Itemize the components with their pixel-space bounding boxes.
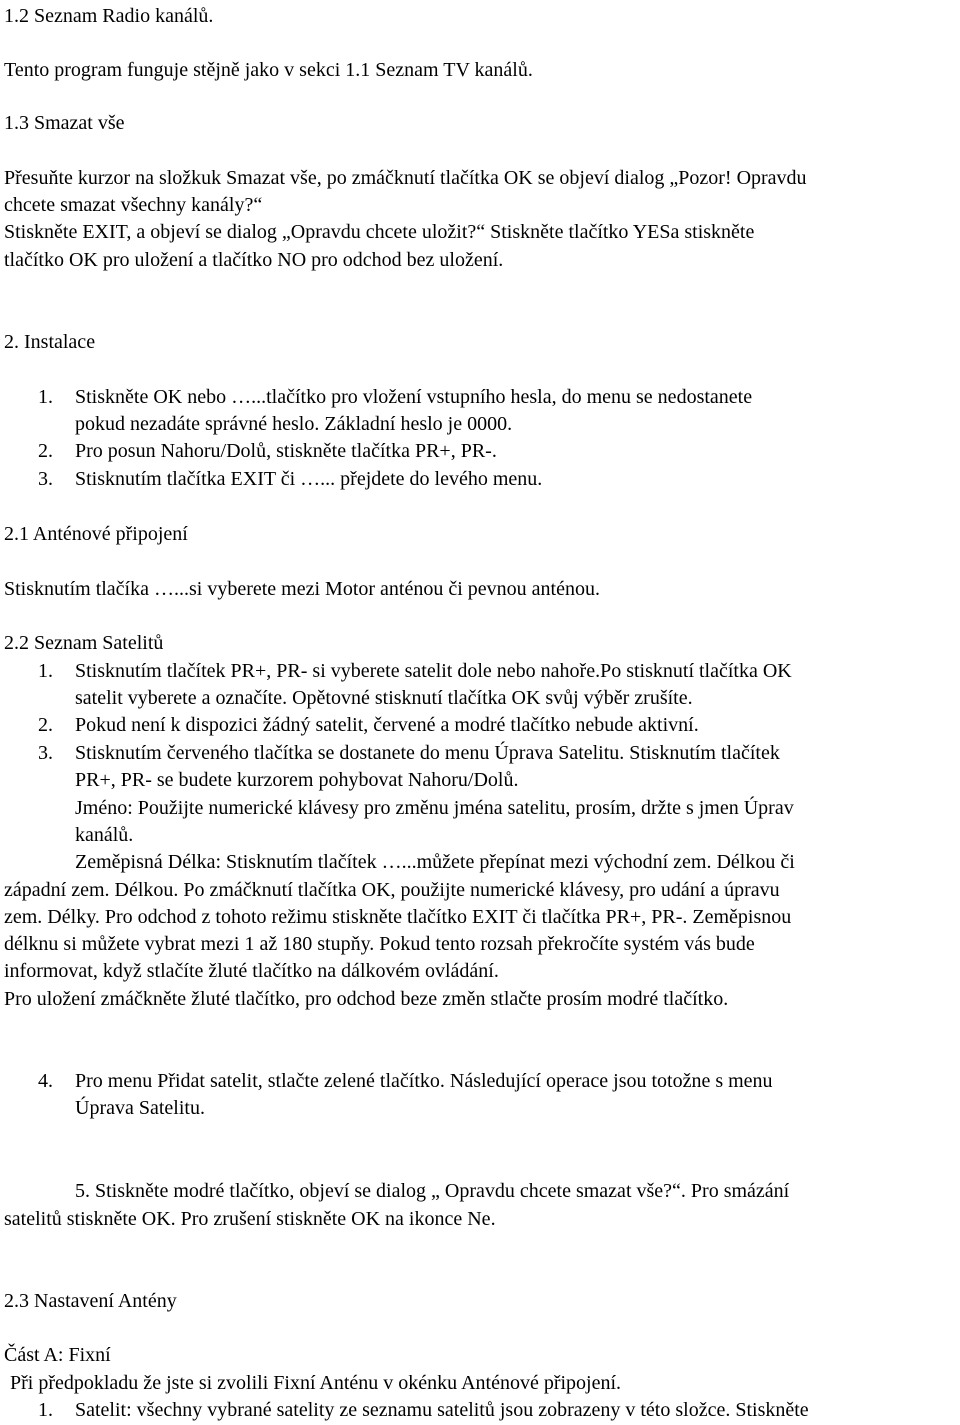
list-item-line: 5. Stiskněte modré tlačítko, objeví se dialog „ Opravdu chcete smazat vše?“. Pro smázání: [75, 1180, 790, 1202]
section-heading-2: 2. Instalace: [4, 331, 96, 353]
list-item-line: Stisknutím tlačítek PR+, PR- si vyberete satelit dole nebo nahoře.Po stisknutí tlačítka OK: [75, 660, 792, 682]
list-item-line: Pro menu Přidat satelit, stlačte zelené tlačítko. Následující operace jsou totožne s menu: [75, 1070, 773, 1092]
paragraph-line: chcete smazat všechny kanály?“: [4, 194, 263, 216]
list-item-line: satelit vyberete a označíte. Opětovné stisknutí tlačítka OK svůj výběr zrušíte.: [75, 687, 693, 709]
paragraph-line: Stiskněte EXIT, a objeví se dialog „Opravdu chcete uložit?“ Stiskněte tlačítko YESa stiskněte: [4, 221, 755, 243]
section-heading-1-2: 1.2 Seznam Radio kanálů.: [4, 5, 214, 27]
list-item-line: Pro posun Nahoru/Dolů, stiskněte tlačítka PR+, PR-.: [75, 440, 497, 462]
list-number: 4.: [38, 1070, 53, 1092]
paragraph-line: Přesuňte kurzor na složkuk Smazat vše, po zmáčknutí tlačítka OK se objeví dialog „Pozor! Opravdu: [4, 167, 807, 189]
paragraph-line: informovat, když stlačíte žluté tlačítko na dálkovém ovládání.: [4, 960, 499, 982]
paragraph: Při předpokladu že jste si zvolili Fixní Anténu v okénku Anténové připojení.: [10, 1372, 622, 1394]
list-item-line: Stisknutím červeného tlačítka se dostanete do menu Úprava Satelitu. Stisknutím tlačítek: [75, 742, 780, 764]
section-heading-2-1: 2.1 Anténové připojení: [4, 523, 188, 545]
list-item-line: satelitů stiskněte OK. Pro zrušení stiskněte OK na ikonce Ne.: [4, 1208, 496, 1230]
list-number: 2.: [38, 440, 53, 462]
paragraph: Tento program funguje stějně jako v sekci 1.1 Seznam TV kanálů.: [4, 59, 533, 81]
paragraph-line: zem. Délky. Pro odchod z tohoto režimu stiskněte tlačítko EXIT či tlačítka PR+, PR-. Zeměpisnou: [4, 906, 792, 928]
section-heading-2-2: 2.2 Seznam Satelitů: [4, 632, 164, 654]
list-item-line: Pokud není k dispozici žádný satelit, červené a modré tlačítko nebude aktivní.: [75, 714, 699, 736]
paragraph-line: Pro uložení zmáčkněte žluté tlačítko, pro odchod beze změn stlačte prosím modré tlačítko.: [4, 988, 729, 1010]
list-number: 3.: [38, 742, 53, 764]
paragraph: Stisknutím tlačíka …...si vyberete mezi Motor anténou či pevnou anténou.: [4, 578, 600, 600]
paragraph-line: Zeměpisná Délka: Stisknutím tlačítek …...můžete přepínat mezi východní zem. Délkou či: [75, 851, 795, 873]
list-item-line: Úprava Satelitu.: [75, 1097, 205, 1119]
list-item-line: Jméno: Použijte numerické klávesy pro změnu jména satelitu, prosím, držte s jmen Úprav: [75, 797, 794, 819]
paragraph-line: tlačítko OK pro uložení a tlačítko NO pro odchod bez uložení.: [4, 249, 504, 271]
subsection-heading: Část A: Fixní: [4, 1344, 111, 1366]
list-item-line: PR+, PR- se budete kurzorem pohybovat Nahoru/Dolů.: [75, 769, 519, 791]
list-item-line: Stisknutím tlačítka EXIT či …... přejdete do levého menu.: [75, 468, 543, 490]
list-item-line: pokud nezadáte správné heslo. Základní heslo je 0000.: [75, 413, 513, 435]
section-heading-1-3: 1.3 Smazat vše: [4, 112, 125, 134]
paragraph-line: západní zem. Délkou. Po zmáčknutí tlačítka OK, použijte numerické klávesy, pro udání a úpravu: [4, 879, 780, 901]
list-number: 2.: [38, 714, 53, 736]
section-heading-2-3: 2.3 Nastavení Antény: [4, 1290, 177, 1312]
list-number: 1.: [38, 660, 53, 682]
paragraph-line: délknu si můžete vybrat mezi 1 až 180 stupňy. Pokud tento rozsah překročíte systém vás bude: [4, 933, 755, 955]
list-number: 1.: [38, 386, 53, 408]
list-item-line: kanálů.: [75, 824, 134, 846]
list-item-line: Satelit: všechny vybrané satelity ze seznamu satelitů jsou zobrazeny v této složce. Stiskněte: [75, 1399, 809, 1421]
list-item-line: Stiskněte OK nebo …...tlačítko pro vložení vstupního hesla, do menu se nedostanete: [75, 386, 753, 408]
list-number: 3.: [38, 468, 53, 490]
list-number: 1.: [38, 1399, 53, 1421]
